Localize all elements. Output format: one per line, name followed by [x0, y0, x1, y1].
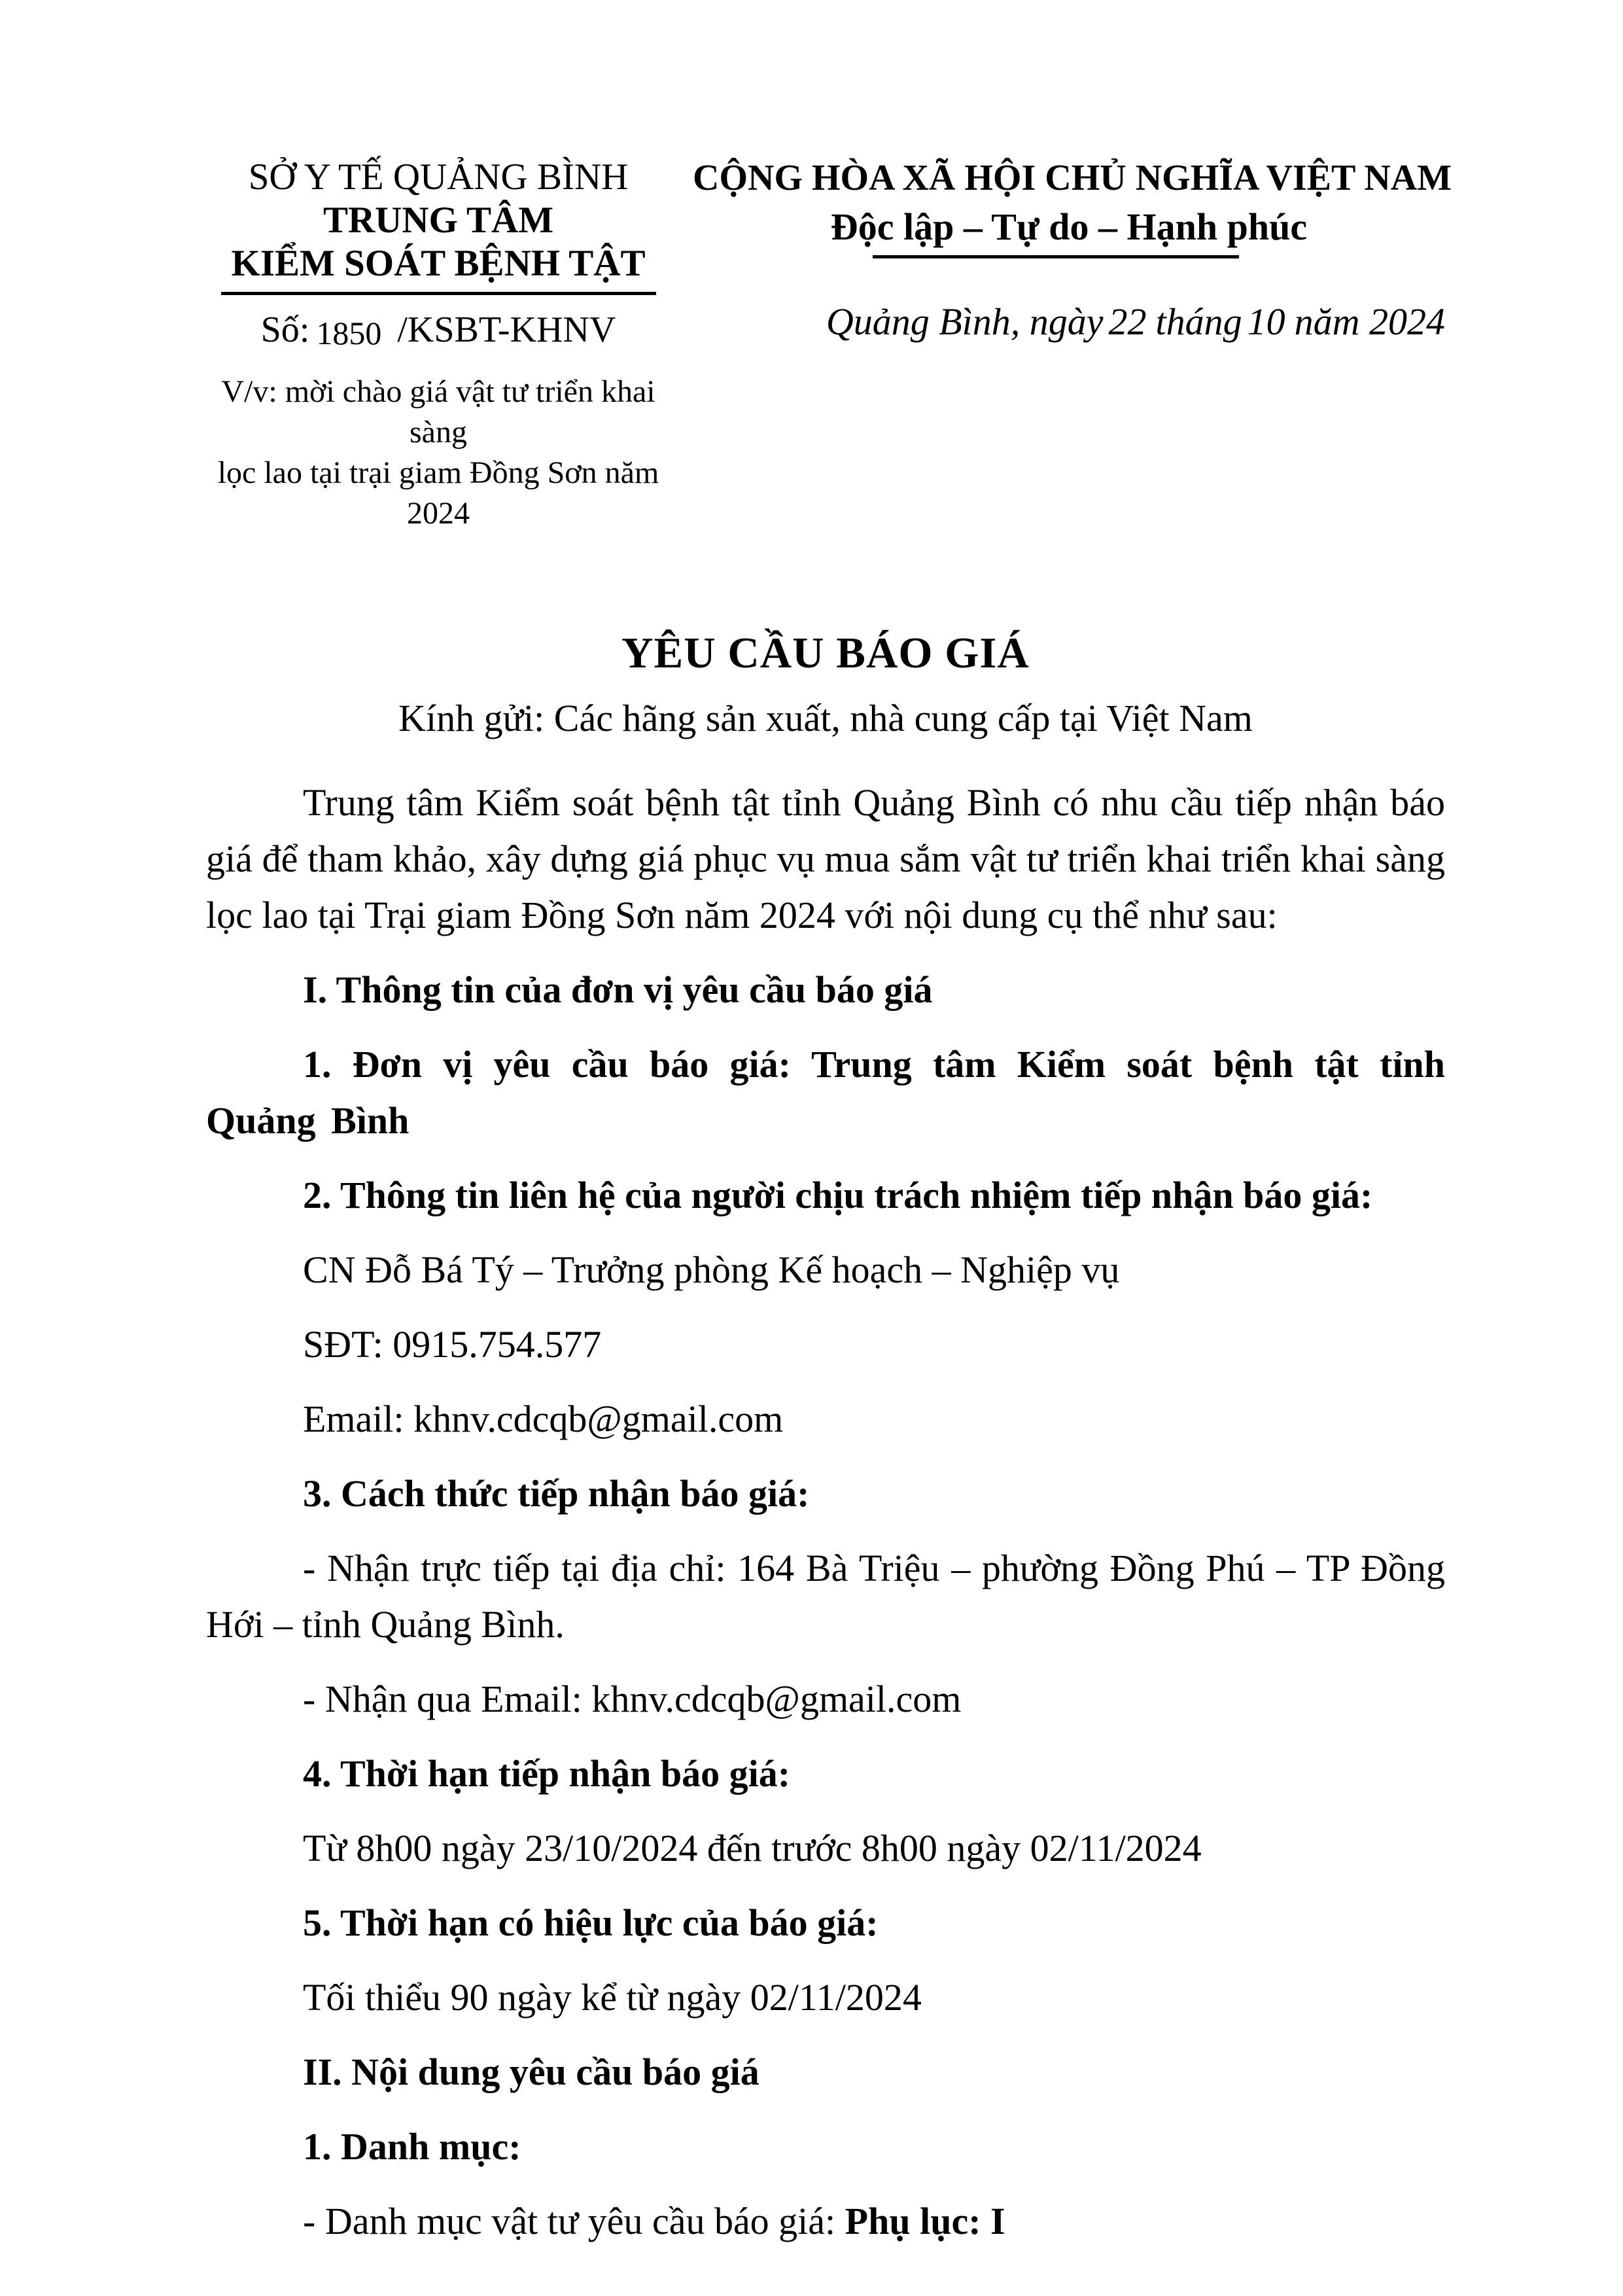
section1-item4-heading: 4. Thời hạn tiếp nhận báo giá:	[303, 1752, 791, 1795]
organization-name-line2: KIỂM SOÁT BỆNH TẬT	[231, 243, 646, 284]
national-header-block	[693, 156, 1452, 345]
section1-item1: 1. Đơn vị yêu cầu báo giá: Trung tâm Kiểm soát bệnh tật tỉnh Quảng Bình	[206, 1043, 1445, 1142]
appendix-reference-line	[206, 2193, 1445, 2250]
section1-item5-heading: 5. Thời hạn có hiệu lực của báo giá:	[303, 1901, 879, 1944]
appendix-reference-text: - Danh mục vật tư yêu cầu báo giá:	[303, 2200, 845, 2242]
date-year-text: năm 2024	[1294, 300, 1445, 343]
appendix-reference-bold: Phụ lục: I	[845, 2200, 1005, 2242]
contact-phone-line: SĐT: 0915.754.577	[303, 1323, 602, 1366]
section2-heading: II. Nội dung yêu cầu báo giá	[303, 2051, 759, 2093]
subject-line1: V/v: mời chào giá vật tư triển khai sàng	[221, 374, 655, 450]
intro-paragraph: Trung tâm Kiểm soát bệnh tật tỉnh Quảng Bình có nhu cầu tiếp nhận báo giá để tham khảo, xây dựng giá phục vụ mua sắm vật tư triển khai triển khai sàng lọc lao tại Trại giam Đồng Sơn năm 2024 với nội dung cụ thể như sau:	[206, 781, 1445, 936]
organization-name-line1: TRUNG TÂM	[323, 200, 554, 241]
salutation-line: Kính gửi: Các hãng sản xuất, nhà cung cấp tại Việt Nam	[398, 697, 1253, 739]
section2-item1-heading: 1. Danh mục:	[303, 2125, 521, 2168]
document-number-label: Số:	[260, 309, 310, 350]
place-date-prefix: Quảng Bình, ngày	[826, 300, 1104, 343]
national-motto: Độc lập – Tự do – Hạnh phúc	[830, 205, 1308, 248]
subject-line2: lọc lao tại trại giam Đồng Sơn năm 2024	[217, 455, 659, 531]
date-month-word: tháng	[1155, 300, 1242, 343]
document-title: YÊU CẦU BÁO GIÁ	[621, 629, 1030, 677]
receive-email-line: - Nhận qua Email: khnv.cdcqb@gmail.com	[303, 1678, 962, 1720]
section1-heading: I. Thông tin của đơn vị yêu cầu báo giá	[303, 968, 933, 1011]
parent-organization: SỞ Y TẾ QUẢNG BÌNH	[248, 156, 629, 198]
document-number-line	[206, 308, 671, 352]
receive-direct-line: - Nhận trực tiếp tại địa chỉ: 164 Bà Triệu – phường Đồng Phú – TP Đồng Hới – tỉnh Quảng Bình.	[206, 1547, 1445, 1646]
receive-window-line: Từ 8h00 ngày 23/10/2024 đến trước 8h00 ngày 02/11/2024	[303, 1827, 1202, 1869]
contact-email-line: Email: khnv.cdcqb@gmail.com	[303, 1398, 784, 1440]
contact-person-line: CN Đỗ Bá Tý – Trưởng phòng Kế hoạch – Nghiệp vụ	[303, 1248, 1120, 1291]
document-body	[206, 775, 1445, 2250]
motto-underline-rule	[873, 255, 1239, 258]
place-and-date-line	[693, 299, 1445, 345]
document-header	[206, 156, 1452, 534]
document-subject	[206, 372, 671, 534]
section1-item2-heading: 2. Thông tin liên hệ của người chịu trách nhiệm tiếp nhận báo giá:	[303, 1174, 1373, 1216]
issuing-authority-block	[206, 156, 671, 534]
date-day-value: 22	[1108, 300, 1147, 343]
national-title: CỘNG HÒA XÃ HỘI CHỦ NGHĨA VIỆT NAM	[693, 158, 1452, 198]
validity-line: Tối thiểu 90 ngày kể từ ngày 02/11/2024	[303, 1976, 922, 2019]
section1-item3-heading: 3. Cách thức tiếp nhận báo giá:	[303, 1472, 810, 1515]
org-underline-rule	[221, 292, 656, 295]
date-month-value: 10	[1247, 300, 1285, 343]
document-number-suffix: /KSBT-KHNV	[397, 309, 616, 350]
document-number-value: 1850	[316, 315, 382, 351]
